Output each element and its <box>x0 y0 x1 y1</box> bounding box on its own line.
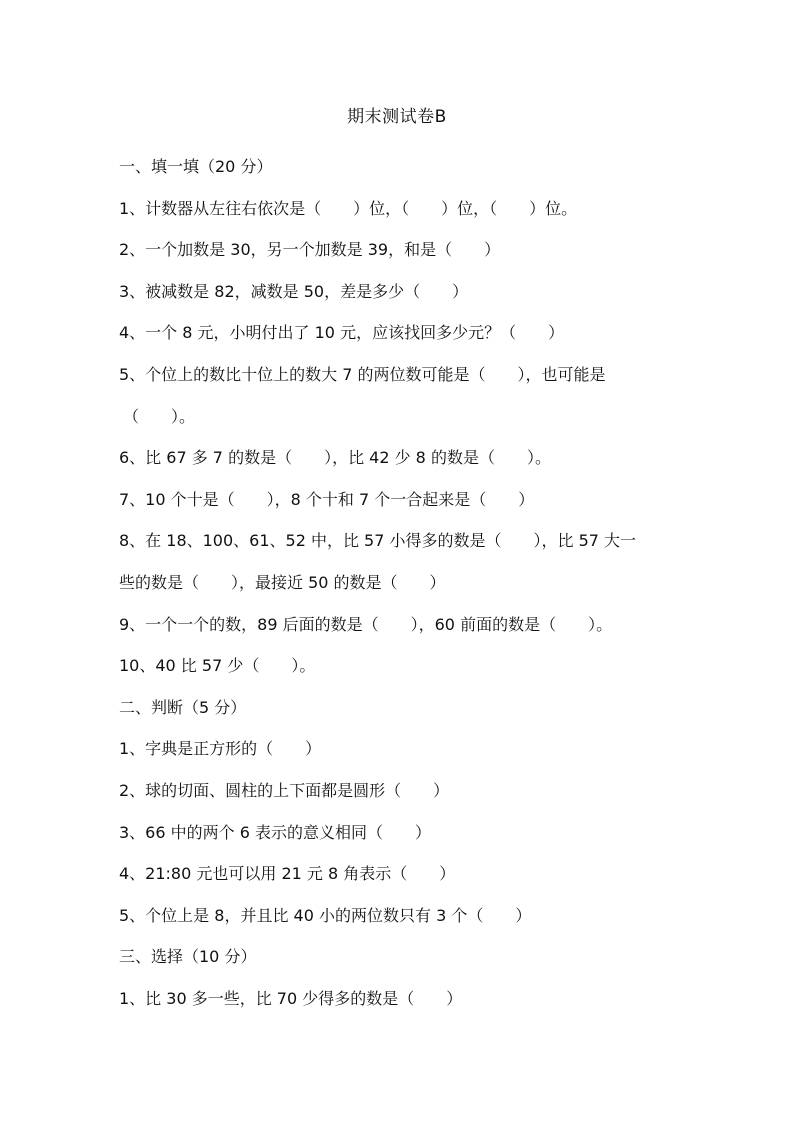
question-line: 2、球的切面、圆柱的上下面都是圆形（ ） <box>119 780 450 800</box>
question-line: 8、在 18、100、61、52 中，比 57 小得多的数是（ ），比 57 大一 <box>119 531 637 551</box>
question-line: 1、计数器从左往右依次是（ ）位，（ ）位，（ ）位。 <box>119 198 578 218</box>
question-line-continuation: （ ）。 <box>123 406 196 426</box>
question-line: 4、一个 8 元，小明付出了 10 元，应该找回多少元？（ ） <box>119 323 565 343</box>
question-line: 5、个位上是 8，并且比 40 小的两位数只有 3 个（ ） <box>119 905 532 925</box>
section-heading-fill-in: 一、填一填（20 分） <box>119 157 273 176</box>
question-line: 4、21:80 元也可以用 21 元 8 角表示（ ） <box>119 864 456 884</box>
question-line: 1、字典是正方形的（ ） <box>119 739 322 759</box>
question-line: 3、66 中的两个 6 表示的意义相同（ ） <box>119 822 431 842</box>
page-title: 期末测试卷B <box>347 107 447 127</box>
exam-content <box>119 146 689 1019</box>
question-line: 10、40 比 57 少（ ）。 <box>119 656 316 676</box>
question-line: 3、被减数是 82，减数是 50，差是多少（ ） <box>119 281 469 301</box>
question-line: 7、10 个十是（ ），8 个十和 7 个一合起来是（ ） <box>119 489 535 509</box>
question-line: 9、一个一个的数，89 后面的数是（ ），60 前面的数是（ ）。 <box>119 614 613 634</box>
question-line: 1、比 30 多一些，比 70 少得多的数是（ ） <box>119 988 463 1008</box>
question-line-continuation: 些的数是（ ），最接近 50 的数是（ ） <box>119 572 446 592</box>
section-heading-choice: 三、选择（10 分） <box>119 947 257 967</box>
question-line: 5、个位上的数比十位上的数大 7 的两位数可能是（ ），也可能是 <box>119 364 606 384</box>
section-heading-judge: 二、判断（5 分） <box>119 697 247 717</box>
question-line: 6、比 67 多 7 的数是（ ），比 42 少 8 的数是（ ）。 <box>119 448 551 468</box>
question-line: 2、一个加数是 30，另一个加数是 39，和是（ ） <box>119 240 501 260</box>
